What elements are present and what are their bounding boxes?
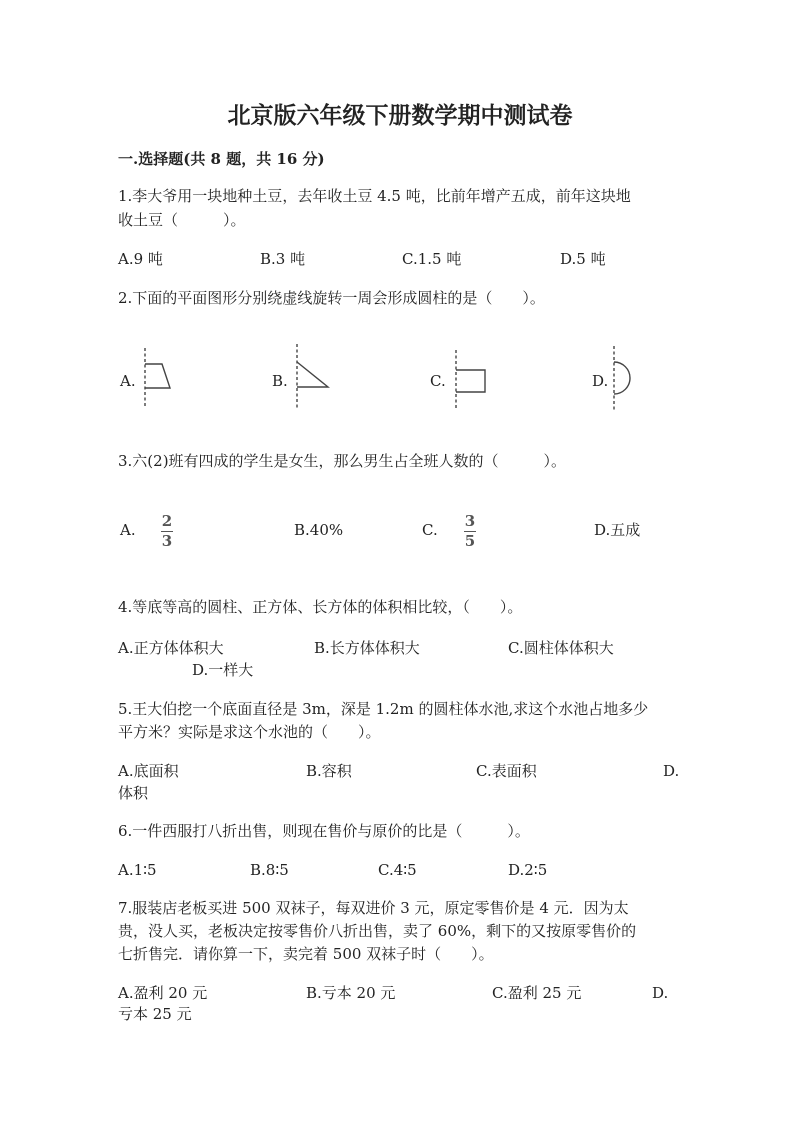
question-5-text: 5.王大伯挖一个底面直径是 3m，深是 1.2m 的圆柱体水池,求这个水池占地多少 — [118, 700, 649, 718]
q6-option-c[interactable]: C.4∶5 — [378, 861, 417, 879]
q2-option-d[interactable]: D. — [592, 372, 609, 390]
q1-option-a[interactable]: A.9 吨 — [118, 250, 163, 268]
q6-option-d[interactable]: D.2∶5 — [508, 861, 548, 879]
q7-option-c[interactable]: C.盈利 25 元 — [492, 984, 582, 1002]
q2-option-a[interactable]: A. — [120, 372, 136, 390]
q3-option-b[interactable]: B.40% — [294, 521, 344, 539]
q2-option-c[interactable]: C. — [430, 372, 446, 390]
q1-option-d[interactable]: D.5 吨 — [560, 250, 606, 268]
q3-option-d[interactable]: D.五成 — [594, 521, 641, 539]
semicircle-figure — [608, 346, 648, 410]
section-heading: 一.选择题(共 8 题，共 16 分) — [118, 150, 325, 168]
q3-fraction-a — [158, 514, 176, 549]
q7-option-d[interactable]: D. — [652, 984, 669, 1002]
page-title: 北京版六年级下册数学期中测试卷 — [227, 102, 573, 129]
q4-option-d[interactable]: D.一样大 — [192, 661, 254, 679]
question-1-text: 1.李大爷用一块地种土豆，去年收土豆 4.5 吨，比前年增产五成，前年这块地 — [118, 187, 631, 205]
q7-option-a[interactable]: A.盈利 20 元 — [118, 984, 208, 1002]
question-1-text-cont: 收土豆（ ）。 — [118, 211, 246, 229]
question-4-text: 4.等底等高的圆柱、正方体、长方体的体积相比较，（ ）。 — [118, 598, 523, 616]
rectangle-figure — [450, 350, 495, 410]
question-5-text-cont: 平方米？实际是求这个水池的（ ）。 — [118, 723, 381, 741]
q7-option-d-text[interactable]: 亏本 25 元 — [118, 1005, 192, 1023]
question-6-text: 6.一件西服打八折出售，则现在售价与原价的比是（ ）。 — [118, 822, 530, 840]
trapezoid-figure — [138, 348, 178, 408]
q5-option-d[interactable]: D. — [663, 762, 680, 780]
q5-option-a[interactable]: A.底面积 — [118, 762, 179, 780]
fraction-denominator: 3 — [161, 532, 173, 550]
q1-option-b[interactable]: B.3 吨 — [260, 250, 306, 268]
q5-option-d-text[interactable]: 体积 — [118, 784, 149, 802]
q3-option-c[interactable]: C. — [422, 521, 438, 539]
q5-option-c[interactable]: C.表面积 — [476, 762, 537, 780]
q5-option-b[interactable]: B.容积 — [306, 762, 352, 780]
fraction-numerator: 2 — [161, 512, 173, 530]
q4-option-a[interactable]: A.正方体体积大 — [118, 639, 224, 657]
triangle-figure — [290, 344, 335, 410]
q4-option-c[interactable]: C.圆柱体体积大 — [508, 639, 614, 657]
question-7-text-cont2: 七折售完．请你算一下，卖完着 500 双袜子时（ ）。 — [118, 945, 494, 963]
q7-option-b[interactable]: B.亏本 20 元 — [306, 984, 396, 1002]
question-7-text-cont: 贵，没人买，老板决定按零售价八折出售，卖了 60%，剩下的又按原零售价的 — [118, 922, 637, 940]
question-2-text: 2.下面的平面图形分别绕虚线旋转一周会形成圆柱的是（ ）。 — [118, 289, 545, 307]
q6-option-a[interactable]: A.1∶5 — [118, 861, 157, 879]
q3-fraction-c — [461, 514, 479, 549]
q6-option-b[interactable]: B.8∶5 — [250, 861, 289, 879]
fraction-denominator: 5 — [464, 532, 476, 550]
fraction-numerator: 3 — [464, 512, 476, 530]
question-7-text: 7.服装店老板买进 500 双袜子，每双进价 3 元，原定零售价是 4 元．因为太 — [118, 899, 629, 917]
q3-option-a[interactable]: A. — [120, 521, 136, 539]
question-3-text: 3.六(2)班有四成的学生是女生，那么男生占全班人数的（ ）。 — [118, 452, 567, 470]
q1-option-c[interactable]: C.1.5 吨 — [402, 250, 462, 268]
q2-option-b[interactable]: B. — [272, 372, 288, 390]
q4-option-b[interactable]: B.长方体体积大 — [314, 639, 420, 657]
